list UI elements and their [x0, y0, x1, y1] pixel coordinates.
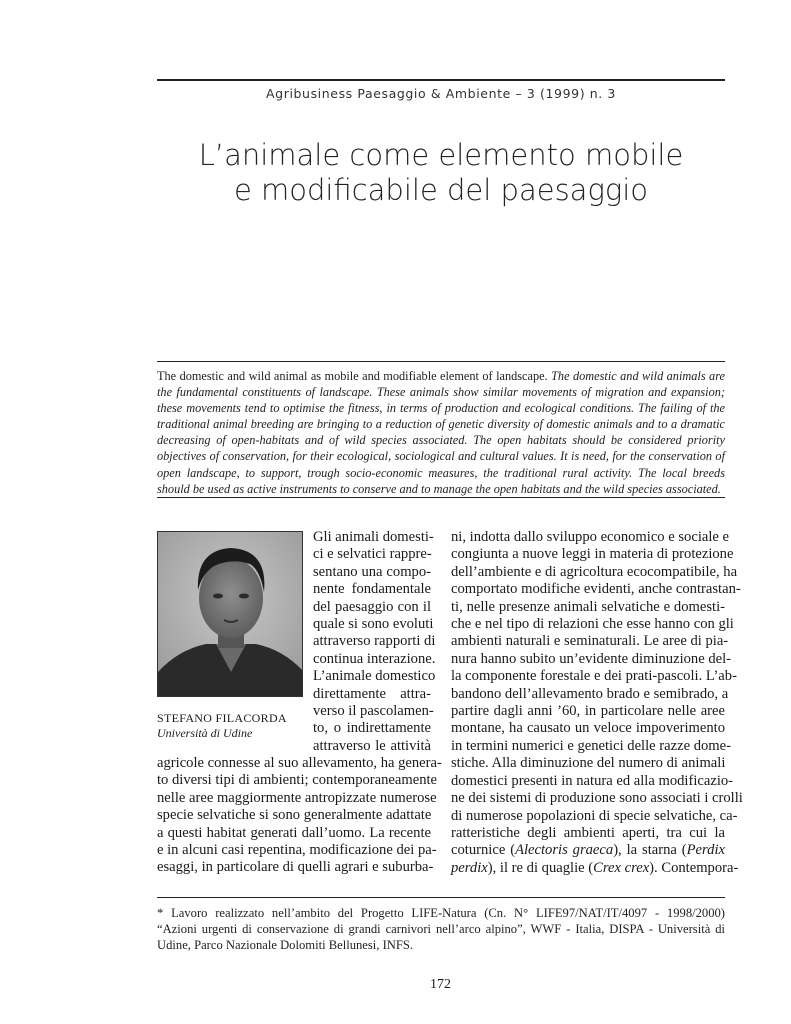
- header-rule: [157, 79, 725, 81]
- body-line: di numerose popolazioni di specie selvatiche, ca-: [451, 807, 738, 824]
- body-line: ratteristiche degli ambienti aperti, tra cui la: [451, 824, 725, 841]
- body-line: montane, ha causato un veloce impoverimento: [451, 720, 725, 737]
- author-photo: [157, 531, 303, 697]
- footnote-rule: [157, 897, 725, 898]
- body-line: in termini numerici e genetici delle razze dome-: [451, 737, 731, 754]
- body-line: bandono dell’allevamento brado e semibrado, a: [451, 685, 729, 702]
- column1-bottom: [157, 755, 442, 877]
- body-line: esaggi, in particolare di quelli agrari e suburba-: [157, 859, 434, 876]
- footnote-line: Udine, Parco Nazionale Dolomiti Bellunesi, INFS.: [157, 938, 414, 952]
- body-line: nente fondamentale: [313, 581, 431, 598]
- author-portrait-image: [158, 532, 303, 697]
- body-line: ti, nelle presenze animali selvatiche e domesti-: [451, 598, 725, 615]
- abstract-text: The domestic and wild animals are the fundamental constituents of landscape. These animals show similar movements of migration and expansion; these movements tend to optimise the fitness, in terms of production and ecological conditions. The failing of the traditional animal breeding are bringing to a reduction of genetic diversity of domestic animals and to a dramatic decreasing of open-habitats and of wild species associated. The open habitats should be considered priority objectives of conservation, for their ecological, sociological and cultural values. It is need, for the conservation of open landscape, to support, trough socio-economic measures, the traditional rural activity. The local breeds should be used as active instruments to conserve and to manage the open habitats and the wild species associated.: [157, 369, 725, 496]
- body-line: to, o indirettamente: [313, 720, 431, 737]
- abstract-bottom-rule: [157, 497, 725, 498]
- body-line: domestici presenti in natura ed alla modificazio-: [451, 772, 734, 789]
- body-line: quale si sono evoluti: [313, 616, 434, 633]
- body-line: sentano una compo-: [313, 563, 431, 580]
- body-line: dell’ambiente e di agricoltura ecocompatibile, ha: [451, 563, 738, 580]
- body-line: L’animale domestico: [313, 668, 436, 685]
- body-line: attraverso le attività: [313, 737, 431, 754]
- body-line: stiche. Alla diminuzione del numero di animali: [451, 755, 726, 772]
- footnote-line: “Azioni urgenti di conservazione di grandi carnivori nell’arco alpino”, WWF - Italia, DISPA - Università di: [157, 922, 725, 936]
- body-line: e in alcuni casi repentina, modificazione dei pa-: [157, 842, 437, 859]
- body-line: a questi habitat generati dall’uomo. La recente: [157, 824, 431, 841]
- body-line: perdix), il re di quaglie (Crex crex). Contempora-: [451, 859, 739, 876]
- body-line: partire dagli anni ’60, in particolare nelle aree: [451, 703, 725, 720]
- body-line: comportato modifiche evidenti, anche contrastan-: [451, 581, 741, 598]
- author-affiliation: Università di Udine: [157, 726, 253, 740]
- footnote: [157, 905, 725, 953]
- body-line: agricole connesse al suo allevamento, ha genera-: [157, 755, 442, 771]
- body-line: specie selvatiche si sono generalmente adattate: [157, 807, 432, 824]
- body-line: ambienti naturali e seminaturali. Le aree di pia-: [451, 633, 729, 650]
- footnote-line: * Lavoro realizzato nell’ambito del Progetto LIFE-Natura (Cn. N° LIFE97/NAT/IT/4097 - 1998/2000): [157, 906, 725, 920]
- body-line: nura hanno subito un’evidente diminuzione del-: [451, 650, 732, 667]
- body-line: ci e selvatici rappre-: [313, 546, 432, 563]
- body-line: attraverso rapporti di: [313, 633, 436, 650]
- body-line: che e nel tipo di relazioni che esse hanno con gli: [451, 616, 734, 633]
- body-line: congiunta a nuove leggi in materia di protezione: [451, 546, 734, 563]
- body-line: ne dei sistemi di produzione sono associati i crolli: [451, 790, 743, 807]
- body-line: del paesaggio con il: [313, 598, 431, 615]
- body-line: Gli animali domesti-: [313, 529, 434, 545]
- body-line: la componente forestale e dei prati-pascoli. L’ab-: [451, 668, 737, 685]
- abstract: [157, 368, 725, 497]
- title-line-2: e modificabile del paesaggio: [233, 173, 649, 207]
- body-line: direttamente attra-: [313, 685, 431, 702]
- column2: [451, 529, 743, 877]
- body-line: continua interazione.: [313, 650, 436, 667]
- body-line: verso il pascolamen-: [313, 703, 434, 720]
- column1-top: [313, 529, 436, 755]
- page-number: 172: [430, 977, 451, 992]
- abstract-top-rule: [157, 361, 725, 362]
- body-line: ni, indotta dallo sviluppo economico e sociale e: [451, 529, 730, 545]
- body-line: nelle aree maggiormente antropizzate numerose: [157, 789, 437, 806]
- author-name: STEFANO FILACORDA: [157, 711, 287, 725]
- body-line: coturnice (Alectoris graeca), la starna (Perdix: [451, 842, 725, 859]
- journal-header: Agribusiness Paesaggio & Ambiente – 3 (1999) n. 3: [266, 86, 616, 101]
- title-line-1: L’animale come elemento mobile: [198, 138, 684, 172]
- abstract-english-title: The domestic and wild animal as mobile and modifiable element of landscape.: [157, 369, 548, 383]
- article-title: [157, 138, 725, 208]
- body-line: to diversi tipi di ambienti; contemporaneamente: [157, 772, 438, 789]
